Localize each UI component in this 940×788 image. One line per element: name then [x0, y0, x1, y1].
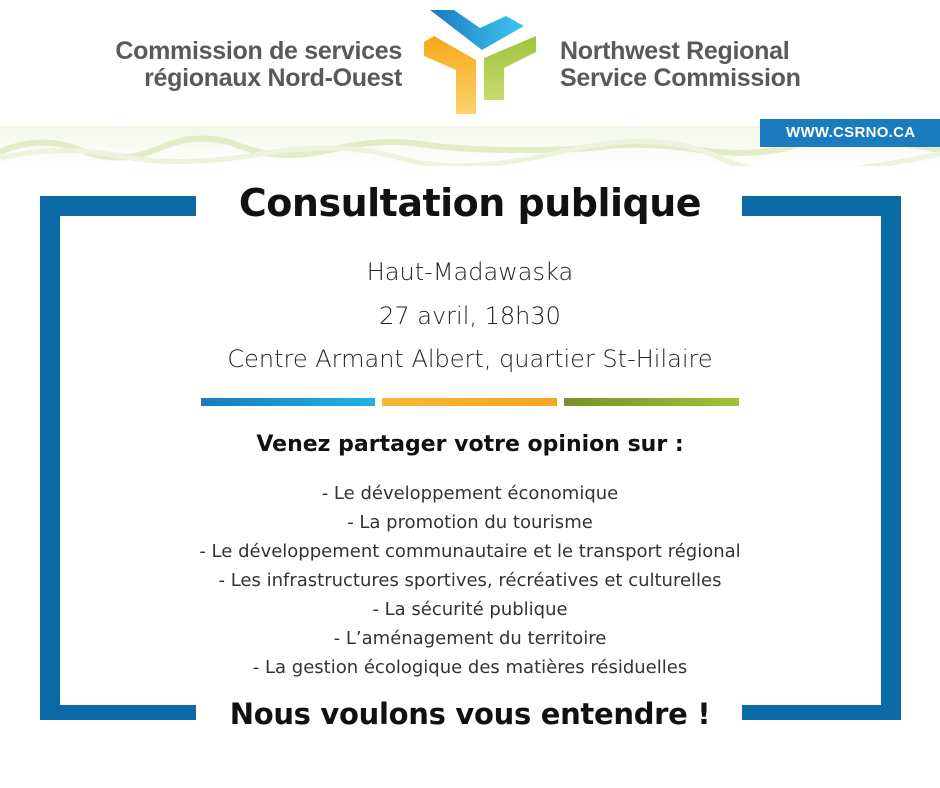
- page-title: Consultation publique: [238, 181, 702, 225]
- commission-name-fr-line1: Commission de services: [115, 37, 402, 65]
- list-item: - L’aménagement du territoire: [333, 628, 607, 649]
- divider-blue: [201, 398, 375, 406]
- commission-name-fr: [96, 38, 402, 92]
- divider-green: [564, 398, 739, 406]
- frame-right: [881, 196, 901, 720]
- commission-name-en: [560, 38, 890, 92]
- frame-bottom-right: [742, 705, 901, 720]
- divider-yellow: [382, 398, 557, 406]
- closing-statement: Nous voulons vous entendre !: [229, 697, 711, 731]
- frame-bottom-left: [40, 705, 196, 720]
- frame-top-left: [40, 196, 196, 216]
- list-item: - La sécurité publique: [372, 599, 568, 620]
- event-location: Haut-Madawaska: [366, 258, 574, 286]
- logo-yellow-arm: [424, 36, 476, 114]
- opinion-prompt: Venez partager votre opinion sur :: [256, 432, 684, 457]
- list-item: - La promotion du tourisme: [347, 512, 593, 533]
- commission-name-en-line2: Service Commission: [560, 64, 801, 92]
- frame-top-right: [742, 196, 901, 216]
- website-badge[interactable]: WWW.CSRNO.CA: [760, 119, 940, 147]
- topics-list: [120, 479, 820, 682]
- csrno-logo: [420, 2, 540, 116]
- list-item: - La gestion écologique des matières résiduelles: [252, 657, 688, 678]
- list-item: - Les infrastructures sportives, récréatives et culturelles: [218, 570, 722, 591]
- commission-name-fr-line2: régionaux Nord-Ouest: [144, 64, 402, 92]
- event-venue: Centre Armant Albert, quartier St-Hilaire: [227, 345, 713, 373]
- logo-green-arm: [484, 36, 536, 100]
- list-item: - Le développement économique: [321, 483, 619, 504]
- event-date-time: 27 avril, 18h30: [379, 302, 561, 330]
- list-item: - Le développement communautaire et le transport régional: [199, 541, 741, 562]
- commission-name-en-line1: Northwest Regional: [560, 37, 790, 65]
- frame-left: [40, 196, 60, 720]
